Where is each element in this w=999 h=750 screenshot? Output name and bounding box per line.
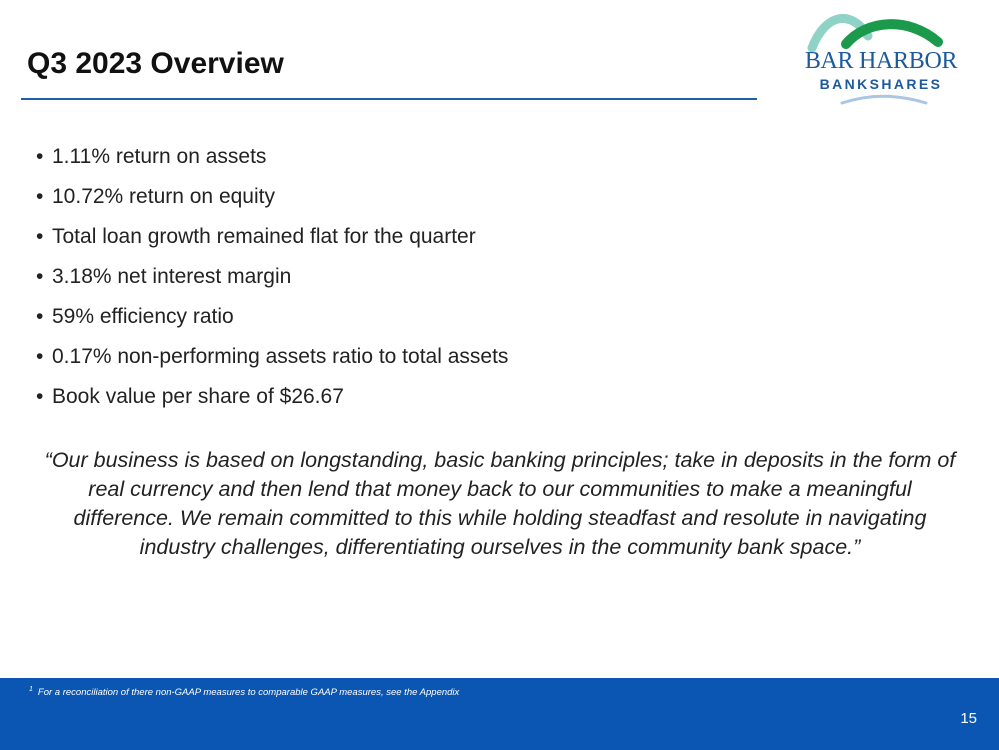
bullet-item [36, 337, 508, 377]
title-divider [21, 98, 757, 100]
footnote-text: For a reconciliation of there non-GAAP measures to comparable GAAP measures, see the Appendix [37, 687, 460, 699]
overview-bullet-list [36, 137, 508, 417]
bullet-text: Total loan growth remained flat for the quarter [52, 225, 476, 248]
bullet-text: 0.17% non-performing assets ratio to total assets [52, 345, 509, 368]
bullet-item [36, 377, 508, 417]
bullet-text: 3.18% net interest margin [52, 265, 292, 288]
bullet-text: Book value per share of $26.67 [52, 385, 344, 408]
footer-band [0, 678, 999, 750]
bullet-icon: • [36, 145, 44, 168]
bullet-icon: • [36, 345, 44, 368]
bullet-item [36, 177, 508, 217]
bar-harbor-logo [800, 14, 962, 112]
bullet-item [36, 297, 508, 337]
bullet-text: 1.11% return on assets [52, 145, 267, 168]
footnote [29, 686, 459, 698]
bullet-text: 10.72% return on equity [52, 185, 275, 208]
bullet-icon: • [36, 385, 44, 408]
bullet-item [36, 137, 508, 177]
logo-name-top: BAR HARBOR [804, 48, 958, 74]
page-number: 15 [960, 710, 977, 727]
bullet-item [36, 217, 508, 257]
bullet-icon: • [36, 225, 44, 248]
slide-title: Q3 2023 Overview [27, 47, 284, 80]
ceo-quote: “Our business is based on longstanding, basic banking principles; take in deposits in the form of real currency and then lend that money back to our communities to make a meaningful difference. We remain committed to this while holding steadfast and resolute in navigating industry challenges, differentiating ourselves in the community bank space.” [44, 448, 956, 559]
bullet-item [36, 257, 508, 297]
bullet-icon: • [36, 305, 44, 328]
bullet-text: 59% efficiency ratio [52, 305, 234, 328]
logo-name-bottom: BANKSHARES [819, 76, 943, 92]
bullet-icon: • [36, 185, 44, 208]
bullet-icon: • [36, 265, 44, 288]
footnote-marker: 1 [29, 686, 33, 693]
